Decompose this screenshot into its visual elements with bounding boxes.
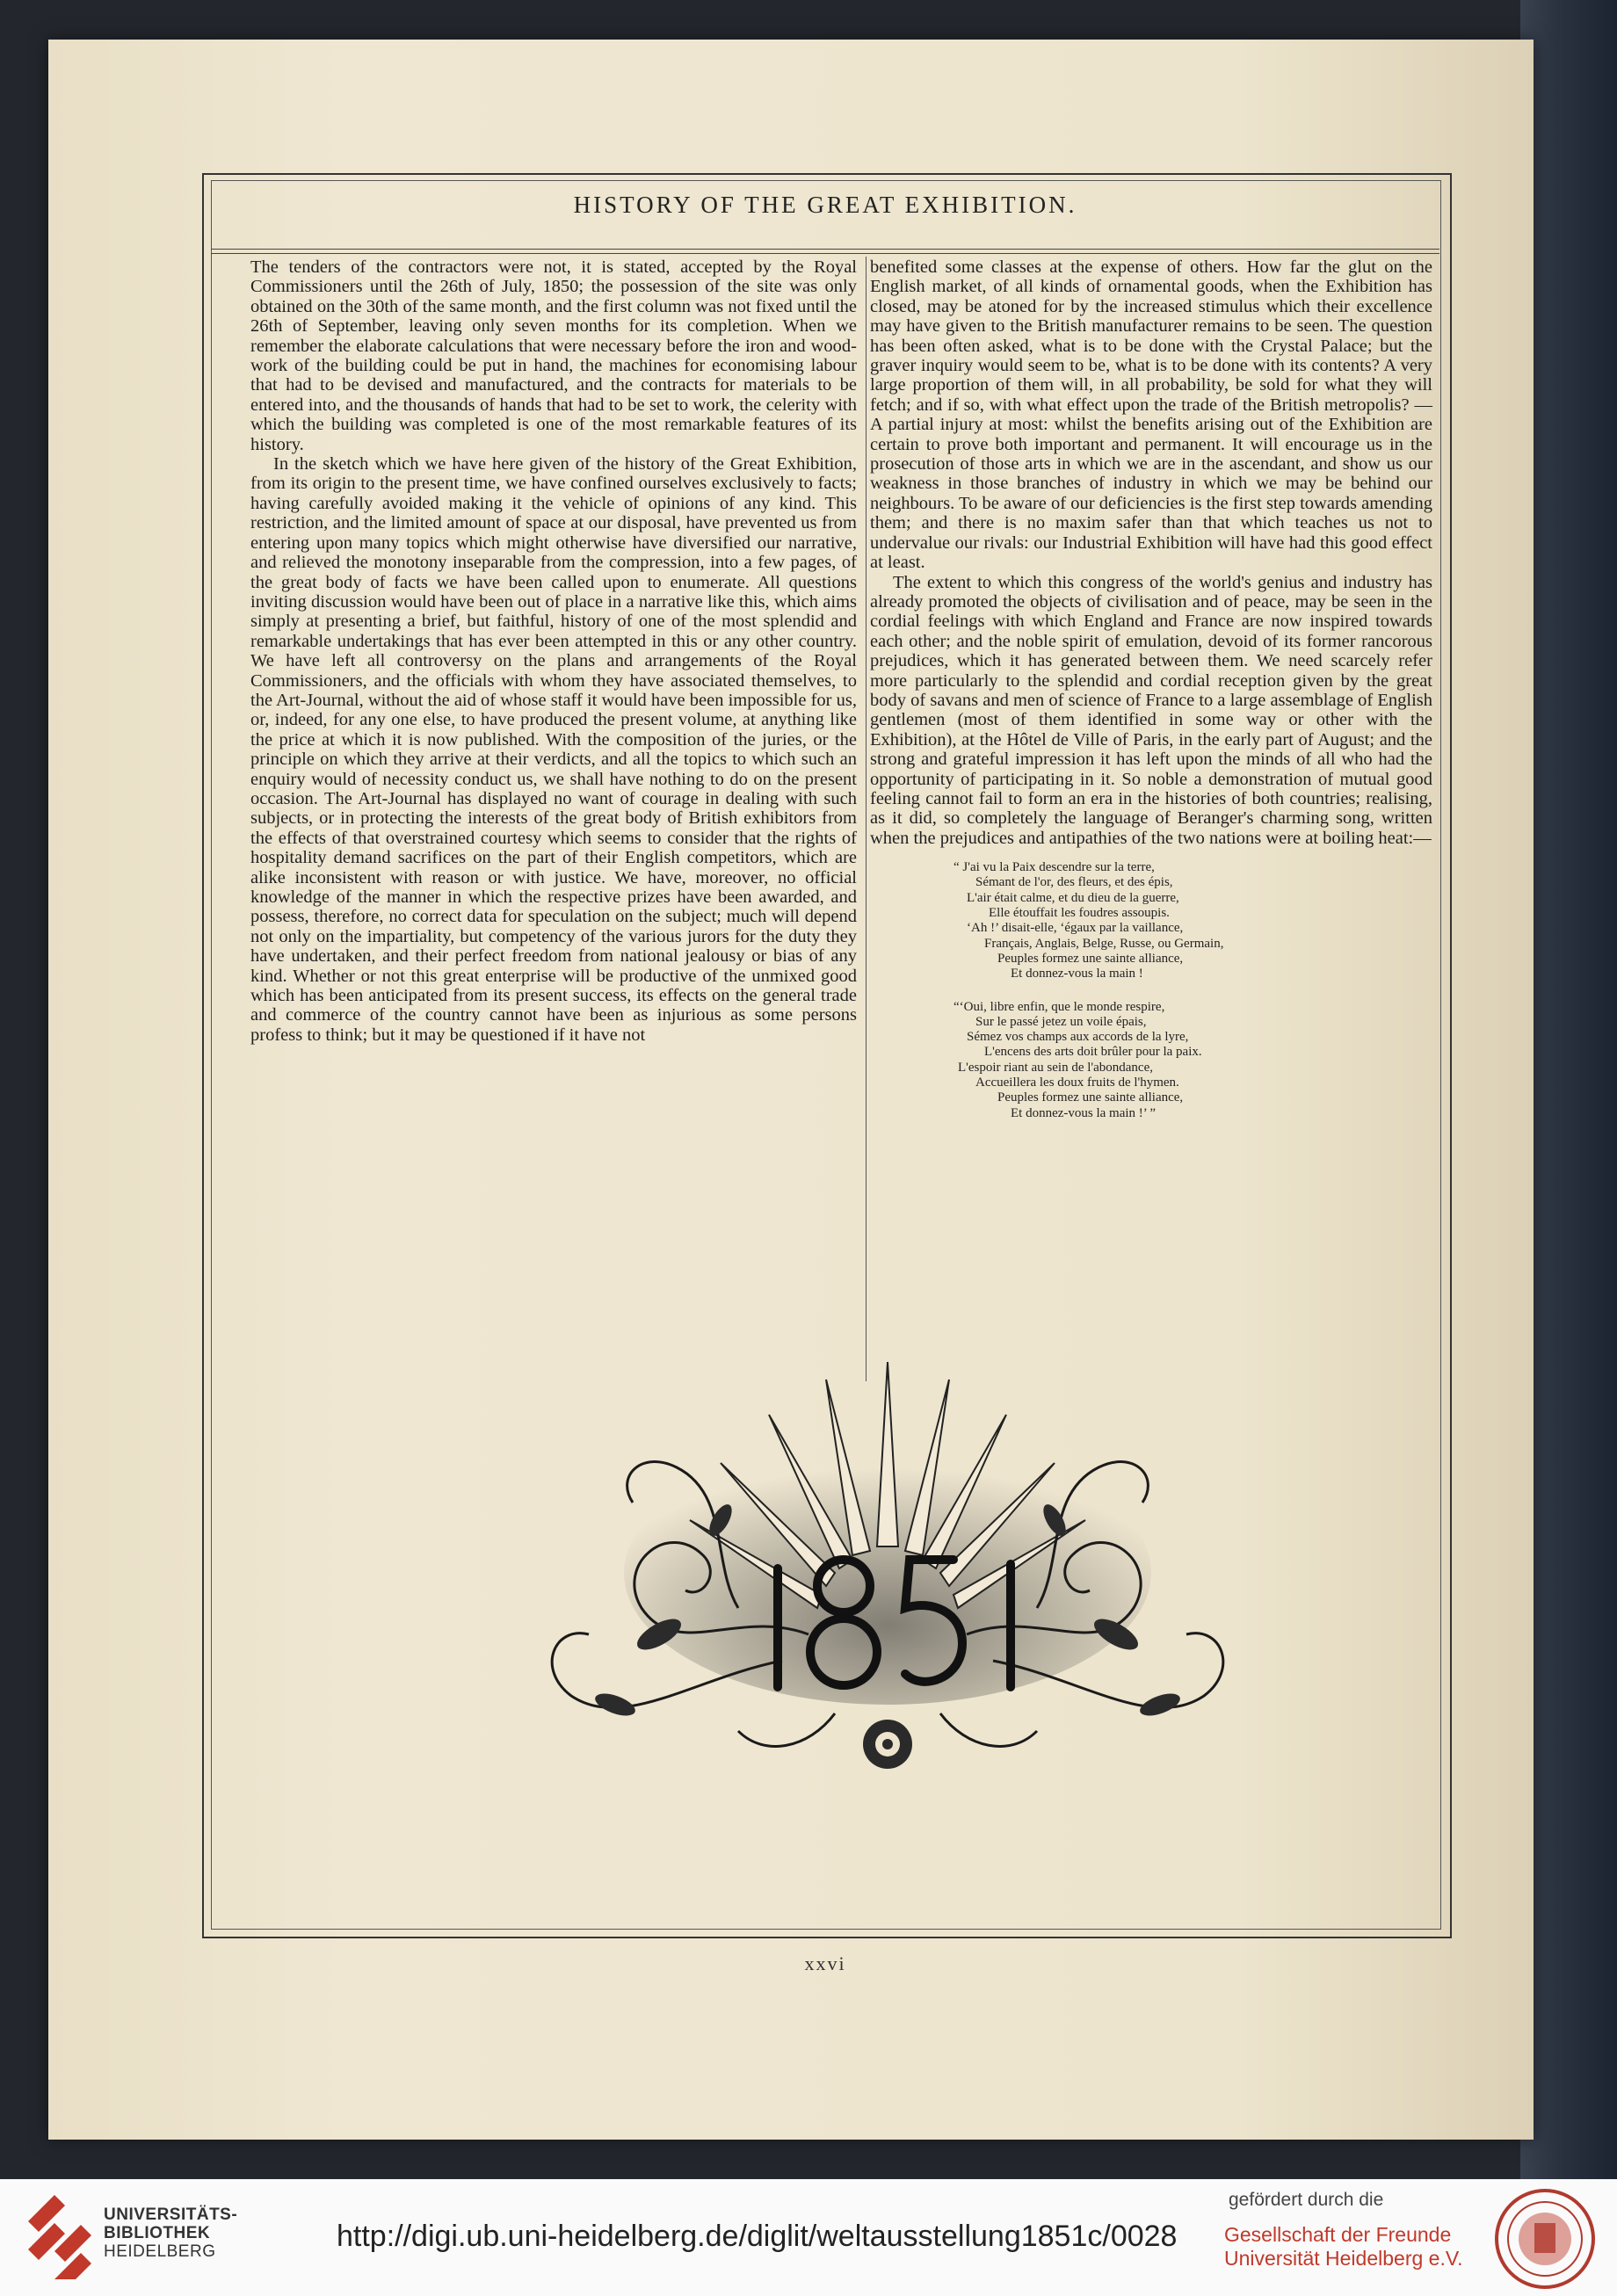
rose-ornament (863, 1720, 912, 1769)
verse-line: Accueillera les doux fruits de l'hymen. (975, 1076, 1179, 1090)
university-library-logo-icon (28, 2195, 91, 2279)
digitization-footer (0, 2179, 1617, 2296)
right-column (870, 257, 1432, 1139)
verse-quotation (870, 860, 1432, 1121)
verse-line: “‘Oui, libre enfin, que le monde respire, (954, 999, 1165, 1014)
verse-line: Elle étouffait les foudres assoupis. (989, 906, 1170, 921)
library-name: UNIVERSITÄTS- BIBLIOTHEK HEIDELBERG (104, 2205, 238, 2261)
verse-line: Sur le passé jetez un voile épais, (975, 1014, 1147, 1029)
society-name: Gesellschaft der Freunde Universität Heidelberg e.V. (1224, 2223, 1463, 2270)
paragraph: In the sketch which we have here given of the history of the Great Exhibition, from its origin to the present time, we have confined ourselves exclusively to facts; having carefully avoided making it the vehicle of opinions of any kind. This restriction, and the limited amount of space at our disposal, have prevented us from entering upon many topics which might otherwise have diversified our narrative, and relieved the monotony inseparable from the compression, into a few pages, of the great body of facts we have been called upon to enumerate. All questions inviting discussion would have been out of place in a narrative like this, which aims simply at presenting a brief, but faithful, history of one of the most splendid and remarkable undertakings that has ever been attempted in this or any other country. We have left all controversy on the plans and arrangements of the Royal Commissioners, and the officials with whom they have associated themselves, to the Art-Journal, without the aid of whose staff it would have been impossible for us, or, indeed, for any one else, to have produced the present volume, at anything like the price at which it is now published. With the composition of the juries, or the principle on which they arrive at their verdicts, and all the topics to which such an enquiry would of necessity conduct us, we shall have nothing to do on the present occasion. The Art-Journal has displayed no want of courage in dealing with such subjects, or in protecting the interests of the great body of British exhibitors from the effects of that overstrained courtesy which seems to consider that the rights of hospitality demand sacrifices on the part of their English competitors, which are alike inconsistent with reason or with justice. We have, moreover, no official knowledge of the manner in which the respective prizes have been awarded, and possess, therefore, no correct data for speculation on the subject; much will depend not only on the impartiality, but competency of the various jurors for the duty they have undertaken, and their perfect freedom from national jealousy or bias of any kind. Whether or not this great enterprise will be productive of the unmixed good which has been anticipated from its present success, its effects on the general trade and commerce of the country cannot have been as injurious as some persons profess to think; but it may be questioned if it have not (250, 454, 857, 1045)
book-binding-edge (1520, 0, 1617, 2179)
verse-line: L'espoir riant au sein de l'abondance, (958, 1060, 1153, 1075)
verse-stanza (870, 1000, 1432, 1121)
left-column (250, 257, 857, 1045)
verse-line: ‘Ah !’ disait-elle, ‘égaux par la vaillance, (967, 921, 1184, 936)
sponsor-label: gefördert durch die (1229, 2190, 1384, 2210)
paragraph: The extent to which this congress of the world's genius and industry has already promoted the objects of civilisation and of peace, may be seen in the cordial feelings with which England and France are now inspired towards each other; and the noble spirit of emulation, devoid of its former rancorous prejudices, which it has generated between them. We need scarcely refer more particularly to the splendid and cordial reception given by the great body of savans and men of science of France to a large assemblage of English gentlemen (most of them identified in some way or other with the Exhibition), at the Hôtel de Ville of Paris, in the early part of August; and the strong and grateful impression it has left upon the minds of all who had the opportunity of participating in it. So noble a demonstration of mutual good feeling cannot fail to form an era in the histories of both countries; realising, as it did, so completely the language of Beranger's charming song, written when the prejudices and antipathies of the two nations were at boiling heat:— (870, 572, 1432, 848)
verse-line: Peuples formez une sainte alliance, (997, 1090, 1184, 1105)
header-rule (211, 249, 1439, 250)
university-seal-icon (1494, 2188, 1596, 2290)
verse-line: Français, Anglais, Belge, Russe, ou Germain, (984, 936, 1224, 951)
paragraph: benefited some classes at the expense of others. How far the glut on the English market, of all kinds of ornamental goods, when the Exhibition has closed, may be atoned for by the increased stimulus which their excellence may have given to the British manufacturer remains to be seen. The question has been often asked, what is to be done with the Crystal Palace; but the graver inquiry would seem to be, what is to be done with its contents? A very large proportion of them will, in all probability, be sold for what they will fetch; and if so, with what effect upon the trade of the British metropolis? —A partial injury at most: whilst the benefits arising out of the Exhibition are certain to prove both important and permanent. It will encourage us in the prosecution of those arts in which we are in the ascendant, and show us our weakness in those branches of industry in which we may be behind our neighbours. To be aware of our deficiencies is the first step towards amending them; and there is no maxim safer than that which teaches us not to undervalue our rivals: our Industrial Exhibition will have had this good effect at least. (870, 257, 1432, 573)
running-head: HISTORY OF THE GREAT EXHIBITION. (573, 192, 1077, 218)
verse-line: L'air était calme, et du dieu de la guerre, (967, 890, 1179, 905)
paragraph: The tenders of the contractors were not, it is stated, accepted by the Royal Commissioners until the 26th of July, 1850; the possession of the site was only obtained on the 30th of the same month, and the first column was not fixed until the 26th of September, leaving only seven months for its completion. When we remember the elaborate calculations that were necessary before the iron and wood-work of the building could be put in hand, the machines for economising labour that had to be devised and manufactured, and the contracts for materials to be entered into, and the thousands of hands that had to be set to work, the celerity with which the building was completed is one of the most remarkable features of its history. (250, 257, 857, 454)
column-divider (866, 257, 867, 1381)
permalink-url[interactable]: http://digi.ub.uni-heidelberg.de/diglit/weltausstellung1851c/0028 (337, 2220, 1178, 2253)
verse-line: L'encens des arts doit brûler pour la paix. (984, 1045, 1202, 1060)
verse-stanza (870, 860, 1432, 981)
page-number: xxvi (804, 1952, 846, 1974)
verse-line: Et donnez-vous la main !’ ” (1011, 1105, 1157, 1120)
verse-line: Peuples formez une sainte alliance, (997, 951, 1184, 966)
header-rule-double (211, 253, 1439, 254)
verse-line: Sémez vos champs aux accords de la lyre, (967, 1030, 1189, 1045)
decorative-tailpiece-1851 (518, 1344, 1257, 1793)
verse-line: Sémant de l'or, des fleurs, et des épis, (975, 875, 1173, 890)
verse-line: Et donnez-vous la main ! (1011, 967, 1143, 981)
verse-line: “ J'ai vu la Paix descendre sur la terre, (954, 860, 1155, 875)
